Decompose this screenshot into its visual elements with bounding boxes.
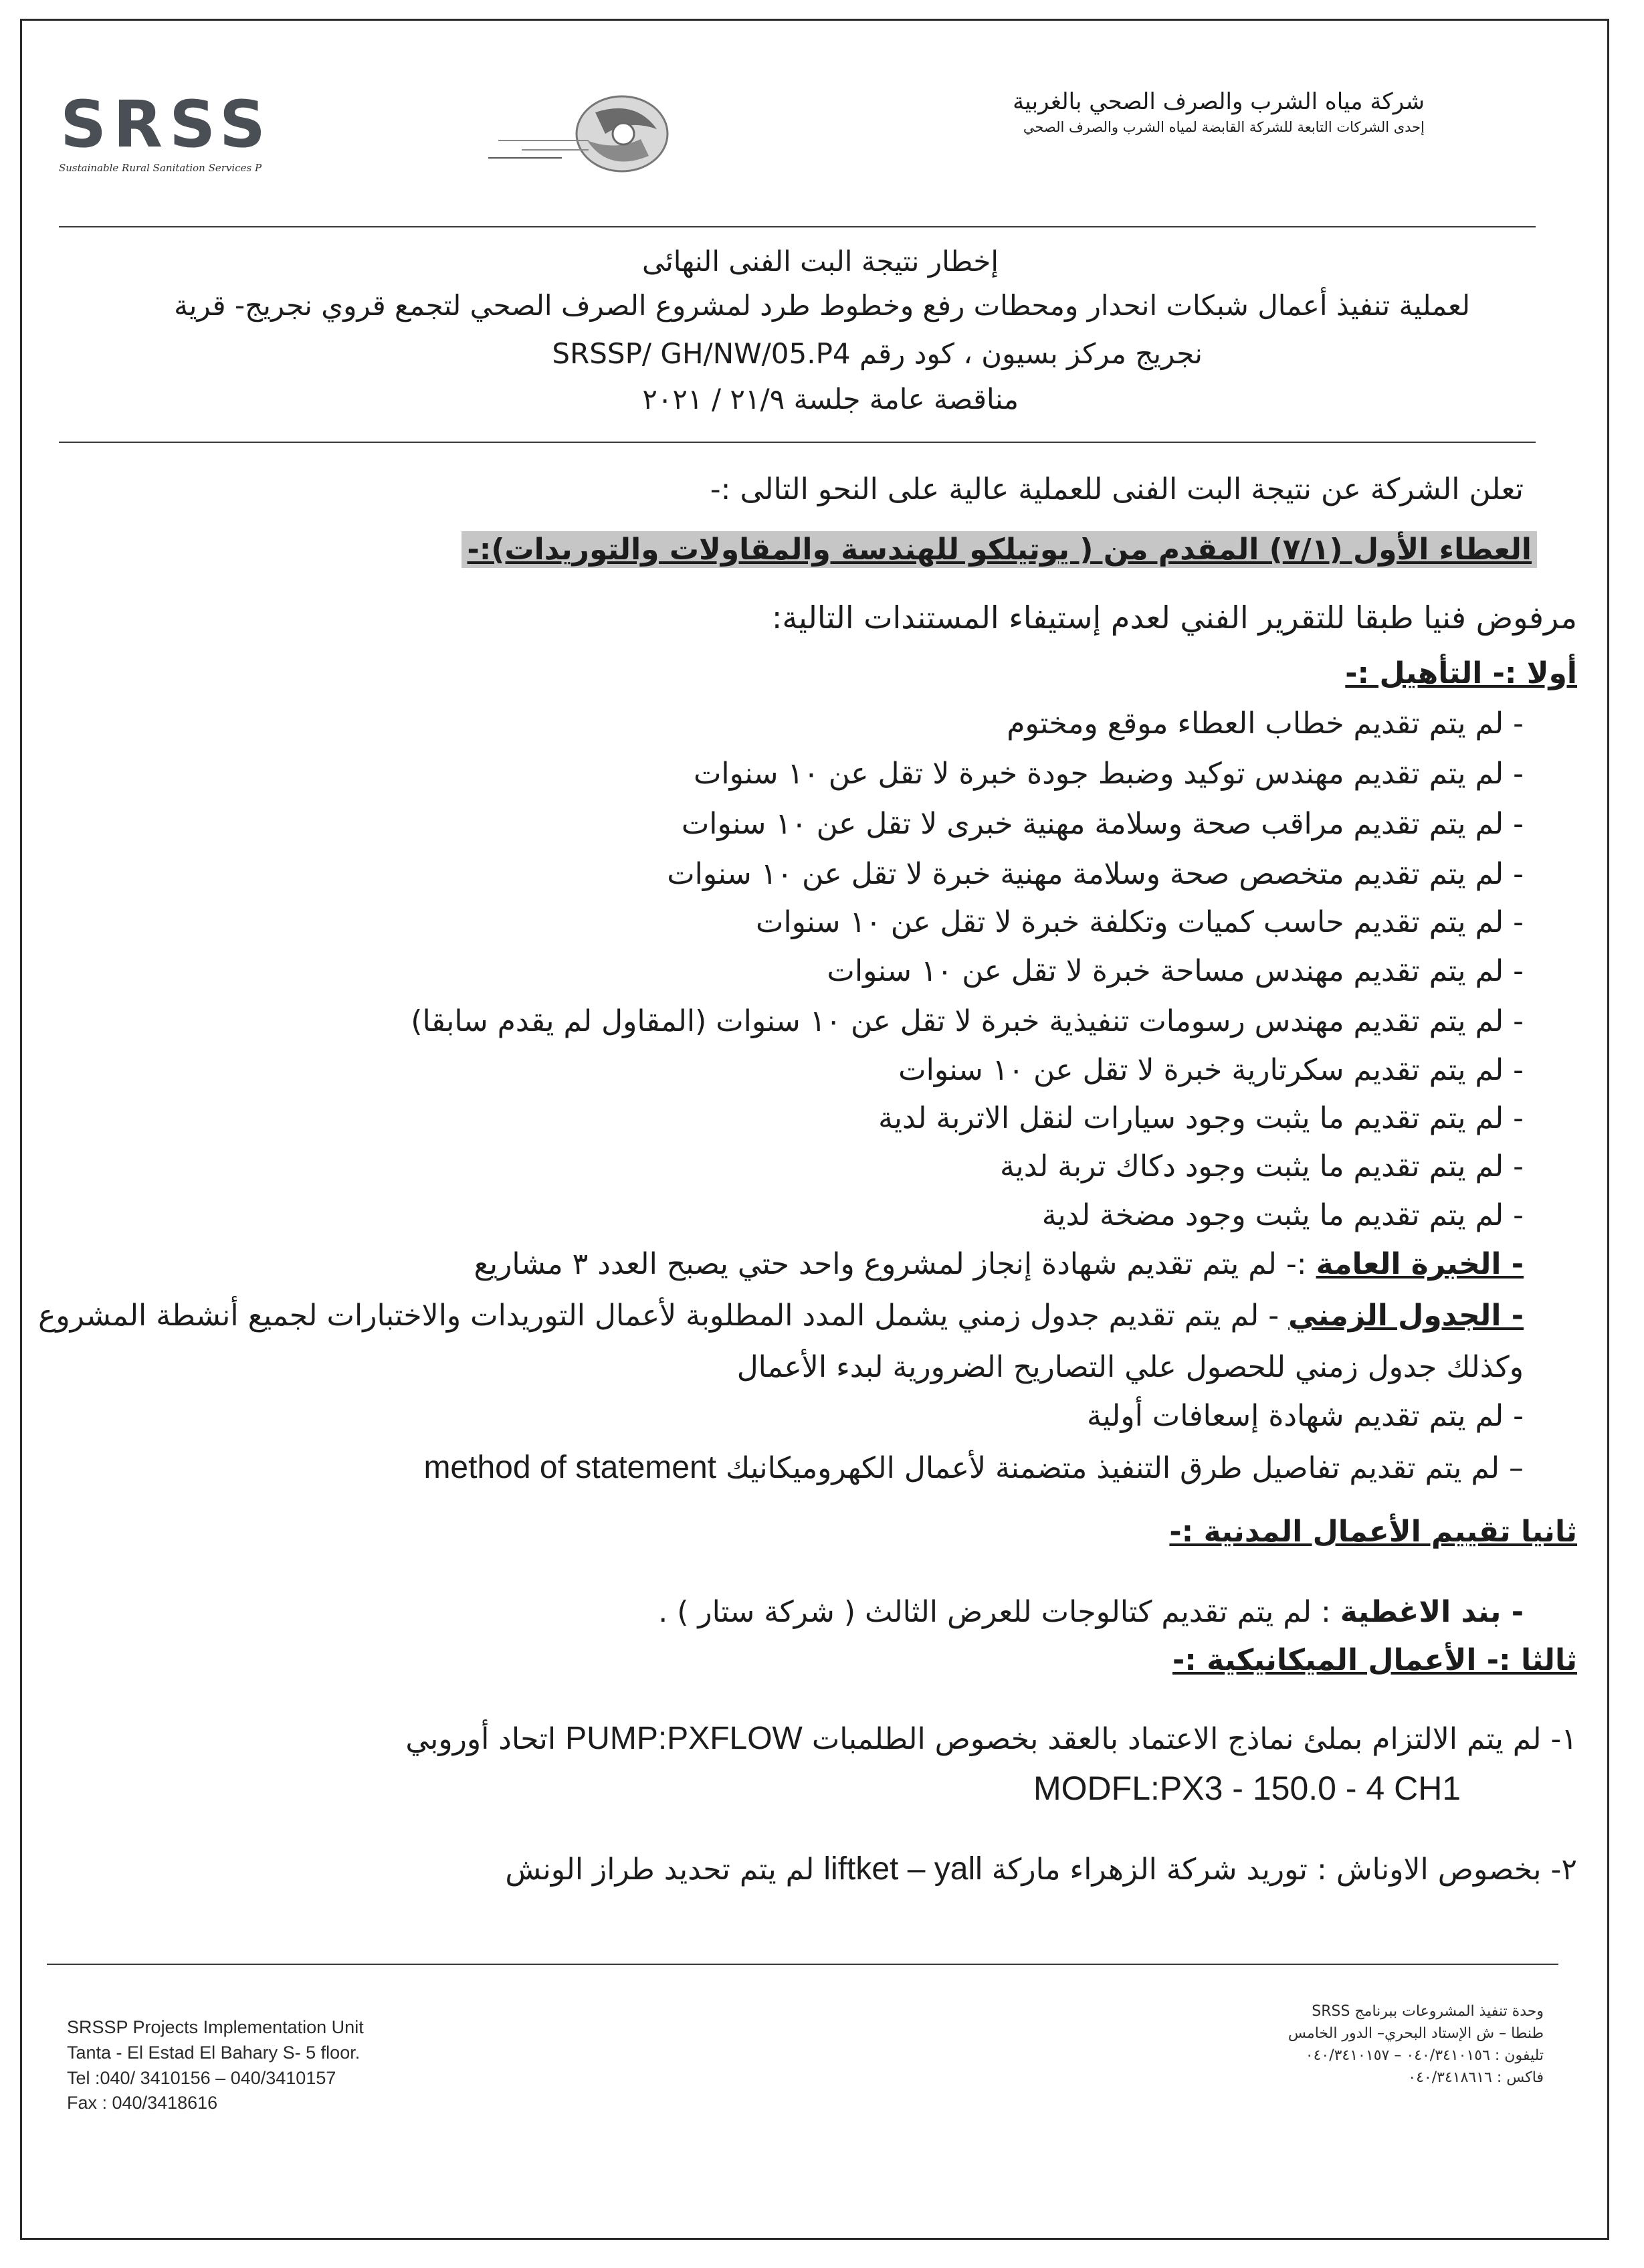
general-experience-text: :- لم يتم تقديم شهادة إنجاز لمشروع واحد حتي يصبح العدد ٣ مشاريع [474, 1247, 1316, 1281]
footer-address-ar: طنطا – ش الإستاد البحري– الدور الخامس [1288, 2025, 1544, 2042]
section-civil-works-heading: ثانيا تقييم الأعمال المدنية :- [1169, 1515, 1577, 1549]
list-item: - لم يتم تقديم حاسب كميات وتكلفة خبرة لا تقل عن ١٠ سنوات [756, 905, 1524, 939]
srss-logo-tagline: Sustainable Rural Sanitation Services P [59, 162, 262, 174]
mechanical-item-2 [505, 1853, 1577, 1885]
company-name: شركة مياه الشرب والصرف الصحي بالغربية [1013, 88, 1425, 115]
schedule-item [38, 1301, 1524, 1331]
pump-brand: PUMP:PXFLOW [565, 1721, 803, 1756]
covers-item [658, 1595, 1524, 1629]
method-statement-arabic: – لم يتم تقديم تفاصيل طرق التنفيذ متضمنة لأعمال الكهروميكانيك [726, 1451, 1524, 1485]
project-description: لعملية تنفيذ أعمال شبكات انحدار ومحطات رفع وخطوط طرد لمشروع الصرف الصحي لتجمع قروي نجريج- قرية [174, 289, 1470, 322]
general-experience-label: - الخبرة العامة [1316, 1247, 1524, 1281]
company-name-block [1013, 87, 1425, 136]
company-subtitle: إحدى الشركات التابعة للشركة القابضة لمياه الشرب والصرف الصحي [1023, 118, 1425, 135]
rejection-statement: مرفوض فنيا طبقا للتقرير الفني لعدم إستيفاء المستندات التالية: [771, 599, 1577, 636]
crane-brand: liftket – yall [823, 1851, 983, 1887]
footer-contact-arabic [1288, 2000, 1544, 2089]
covers-label: - بند الاغطية [1340, 1595, 1524, 1629]
method-statement-item [423, 1452, 1524, 1484]
footer-fax-ar: فاكس : ٠٤٠/٣٤١٨٦١٦ [1408, 2069, 1544, 2086]
project-location-code: نجريج مركز بسيون ، كود رقم SRSSP/ GH/NW/05.P4 [552, 337, 1203, 370]
list-item: - لم يتم تقديم مراقب صحة وسلامة مهنية خبرى لا تقل عن ١٠ سنوات [681, 807, 1524, 841]
method-statement-english: method of statement [423, 1450, 717, 1485]
footer-address: Tanta - El Estad El Bahary S- 5 floor. [67, 2042, 361, 2063]
offer-heading: العطاء الأول (٧/١) المقدم من ( يوتيلكو للهندسة والمقاولات والتوريدات):- [461, 531, 1537, 568]
footer-fax: Fax : 040/3418616 [67, 2093, 218, 2113]
notice-title: إخطار نتيجة البت الفنى النهائى [642, 245, 999, 278]
schedule-label: - الجدول الزمني [1288, 1299, 1524, 1333]
mechanical-item-1-text: ١- لم يتم الالتزام بملئ نماذج الاعتماد بالعقد بخصوص الطلمبات [811, 1722, 1577, 1756]
footer-phone: Tel :040/ 3410156 – 040/3410157 [67, 2067, 336, 2088]
mechanical-item-1 [405, 1723, 1577, 1755]
schedule-text: - لم يتم تقديم جدول زمني يشمل المدد المطلوبة لأعمال التوريدات والاختبارات لجميع أنشطة المشروع [38, 1299, 1289, 1333]
footer-unit-name: SRSSP Projects Implementation Unit [67, 2017, 364, 2037]
mechanical-item-2-note: لم يتم تحديد طراز الونش [505, 1853, 815, 1887]
title-divider [59, 442, 1536, 443]
list-item: - لم يتم تقديم مهندس مساحة خبرة لا تقل عن ١٠ سنوات [827, 954, 1524, 988]
section-mechanical-heading: ثالثا :- الأعمال الميكانيكية :- [1172, 1643, 1577, 1677]
list-item: - لم يتم تقديم ما يثبت وجود دكاك تربة لدية [999, 1149, 1524, 1184]
list-item: - لم يتم تقديم ما يثبت وجود مضخة لدية [1041, 1198, 1524, 1232]
pump-model: MODFL:PX3 - 150.0 - 4 CH1 [1033, 1770, 1461, 1807]
covers-text: : لم يتم تقديم كتالوجات للعرض الثالث ( شركة ستار ) . [658, 1595, 1340, 1629]
footer-phone-ar: تليفون : ٠٤٠/٣٤١٠١٥٦ – ٠٤٠/٣٤١٠١٥٧ [1305, 2047, 1544, 2064]
srss-logo: SRSS [60, 87, 273, 162]
company-logo-icon [482, 92, 702, 179]
tender-session: مناقصة عامة جلسة ٢١/٩ / ٢٠٢١ [642, 383, 1019, 415]
list-item: - لم يتم تقديم مهندس توكيد وضبط جودة خبرة لا تقل عن ١٠ سنوات [693, 757, 1524, 791]
footer-divider [47, 1964, 1558, 1965]
footer-contact-english [67, 2015, 364, 2116]
pump-origin: اتحاد أوروبي [405, 1722, 556, 1756]
list-item: - لم يتم تقديم سكرتارية خبرة لا تقل عن ١٠ سنوات [898, 1053, 1524, 1087]
section-qualification-heading: أولا :- التأهيل :- [1345, 656, 1577, 690]
footer-unit-name-ar: وحدة تنفيذ المشروعات ببرنامج SRSS [1312, 2003, 1544, 2020]
first-aid-item: - لم يتم تقديم شهادة إسعافات أولية [1087, 1399, 1524, 1433]
schedule-continuation: وكذلك جدول زمني للحصول علي التصاريح الضرورية لبدء الأعمال [736, 1350, 1524, 1384]
mechanical-item-2-text: ٢- بخصوص الاوناش : توريد شركة الزهراء ماركة [991, 1853, 1577, 1887]
list-item: - لم يتم تقديم مهندس رسومات تنفيذية خبرة لا تقل عن ١٠ سنوات (المقاول لم يقدم سابقا) [411, 1004, 1524, 1038]
header-divider [59, 226, 1536, 227]
intro-text: تعلن الشركة عن نتيجة البت الفنى للعملية عالية على النحو التالى :- [710, 472, 1524, 506]
general-experience-item [474, 1247, 1524, 1281]
list-item: - لم يتم تقديم متخصص صحة وسلامة مهنية خبرة لا تقل عن ١٠ سنوات [667, 857, 1524, 891]
list-item: - لم يتم تقديم خطاب العطاء موقع ومختوم [1007, 706, 1524, 741]
list-item: - لم يتم تقديم ما يثبت وجود سيارات لنقل الاتربة لدية [878, 1101, 1524, 1135]
